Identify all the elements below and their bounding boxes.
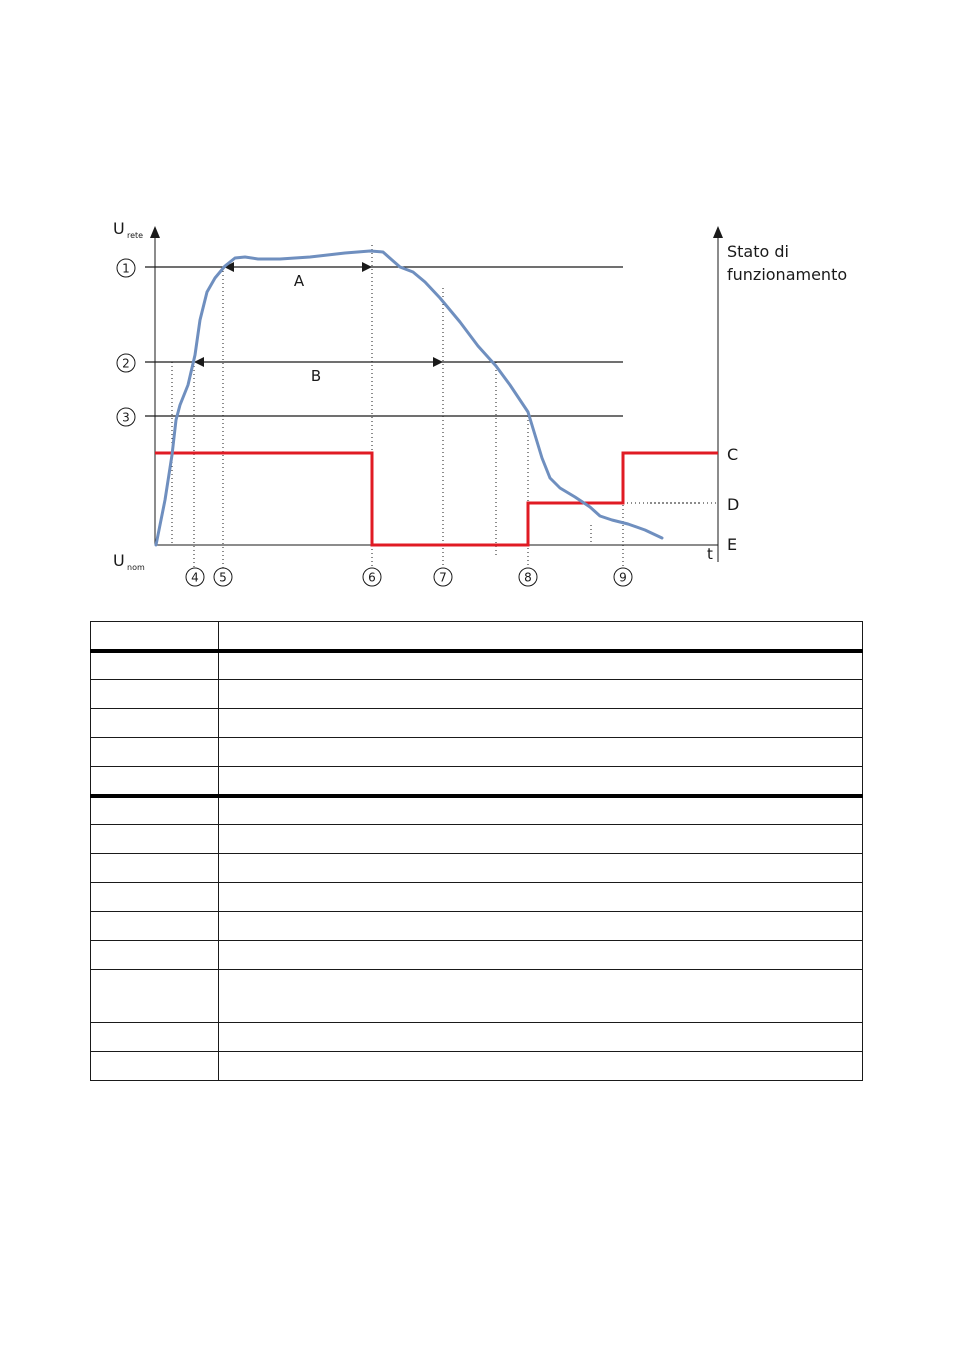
table-cell-value <box>219 970 863 1023</box>
table-cell-value <box>219 1052 863 1081</box>
state-label-c: C <box>727 445 739 464</box>
table-row <box>91 622 863 651</box>
table-row <box>91 738 863 767</box>
table-row <box>91 941 863 970</box>
table-cell-key <box>91 1052 219 1081</box>
legend-table <box>90 621 863 1081</box>
table-cell-value <box>219 680 863 709</box>
time-marker-4 <box>186 568 204 586</box>
time-marker-7 <box>434 568 452 586</box>
svg-text:8: 8 <box>524 570 532 585</box>
svg-text:4: 4 <box>191 570 199 585</box>
table-cell-key <box>91 941 219 970</box>
right-axis-label-line2: funzionamento <box>727 265 848 284</box>
right-axis-label-line1: Stato di <box>727 242 789 261</box>
y-axis-label-sub: rete <box>127 231 144 240</box>
table-cell-value <box>219 796 863 825</box>
table-cell-key <box>91 622 219 651</box>
table-cell-key <box>91 825 219 854</box>
table-cell-key <box>91 796 219 825</box>
svg-text:7: 7 <box>439 570 447 585</box>
table-cell-key <box>91 680 219 709</box>
table-cell-value <box>219 738 863 767</box>
table-cell-key <box>91 767 219 796</box>
svg-text:5: 5 <box>219 570 227 585</box>
table-cell-value <box>219 854 863 883</box>
threshold-marker-1 <box>117 259 135 277</box>
table-cell-key <box>91 883 219 912</box>
y-axis-label: U <box>113 219 125 238</box>
svg-text:2: 2 <box>122 356 130 371</box>
table-cell-value <box>219 825 863 854</box>
table-cell-key <box>91 854 219 883</box>
table-row <box>91 1052 863 1081</box>
table-cell-value <box>219 767 863 796</box>
table-row <box>91 680 863 709</box>
origin-label-sub: nom <box>127 563 145 572</box>
table-cell-key <box>91 970 219 1023</box>
interval-b-label: B <box>310 367 322 385</box>
svg-text:3: 3 <box>122 410 130 425</box>
operating-state-line <box>155 453 718 545</box>
table-cell-value <box>219 941 863 970</box>
interval-a-label: A <box>293 272 305 290</box>
time-marker-6 <box>363 568 381 586</box>
time-marker-9 <box>614 568 632 586</box>
state-label-d: D <box>727 495 740 514</box>
table-cell-value <box>219 709 863 738</box>
state-label-e: E <box>727 535 738 554</box>
table-cell-key <box>91 738 219 767</box>
table-cell-key <box>91 1023 219 1052</box>
svg-text:9: 9 <box>619 570 627 585</box>
voltage-state-diagram <box>0 0 954 600</box>
table-cell-key <box>91 651 219 680</box>
threshold-marker-2 <box>117 354 135 372</box>
table-cell-value <box>219 1023 863 1052</box>
table-row <box>91 767 863 796</box>
table-row <box>91 651 863 680</box>
table-cell-value <box>219 622 863 651</box>
table-row <box>91 709 863 738</box>
table-cell-value <box>219 912 863 941</box>
table-row <box>91 854 863 883</box>
table-row <box>91 796 863 825</box>
table-cell-key <box>91 912 219 941</box>
x-axis-label: t <box>707 545 713 563</box>
table-row <box>91 912 863 941</box>
state-axis-arrow-icon <box>713 226 723 238</box>
table-cell-key <box>91 709 219 738</box>
grid-voltage-curve <box>156 251 662 545</box>
table-cell-value <box>219 651 863 680</box>
origin-label: U <box>113 551 125 570</box>
table-row <box>91 883 863 912</box>
svg-text:1: 1 <box>122 261 130 276</box>
table-row <box>91 1023 863 1052</box>
time-marker-8 <box>519 568 537 586</box>
table-row <box>91 970 863 1023</box>
svg-text:6: 6 <box>368 570 376 585</box>
time-marker-5 <box>214 568 232 586</box>
table-row <box>91 825 863 854</box>
y-axis-arrow-icon <box>150 226 160 238</box>
table-cell-value <box>219 883 863 912</box>
threshold-marker-3 <box>117 408 135 426</box>
